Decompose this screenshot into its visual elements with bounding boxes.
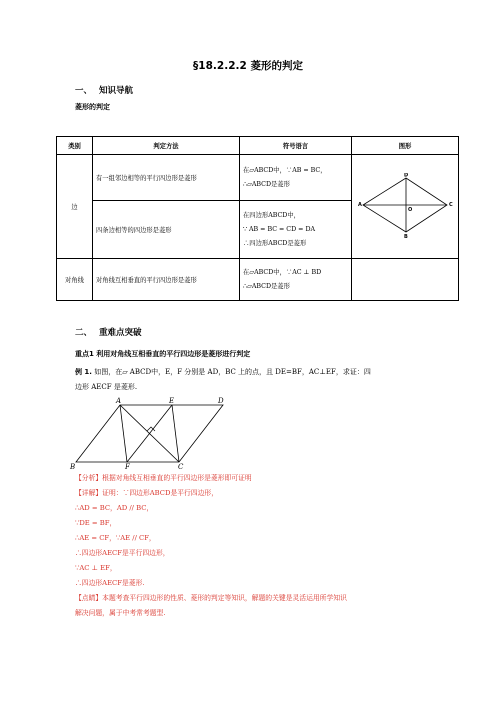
section-heading-knowledge — [75, 84, 133, 96]
header-category: 类别 — [57, 137, 93, 155]
table-header-row — [57, 137, 459, 155]
label-A: A — [358, 201, 362, 208]
section-label: 重难点突破 — [99, 328, 142, 338]
example-line: 如图，在▱ ABCD中，E，F 分别是 AD，BC 上的点，且 DE=BF，AC⊥EF，求证：四 — [94, 368, 371, 376]
header-method: 判定方法 — [93, 137, 240, 155]
header-figure: 图形 — [352, 137, 459, 155]
table-row — [57, 155, 459, 201]
label-F: F — [125, 463, 130, 470]
method-cell: 四条边相等的四边形是菱形 — [93, 201, 240, 259]
category-side: 边 — [57, 155, 93, 259]
section-heading-key-points — [75, 326, 142, 338]
section-label: 知识导航 — [99, 86, 134, 96]
proof-line: ∴四边形AECF是菱形. — [75, 579, 145, 587]
label-B: B — [70, 463, 76, 470]
example-label: 例 1. — [75, 368, 92, 376]
category-diagonal: 对角线 — [57, 259, 93, 301]
empty-cell — [352, 259, 459, 301]
page-title: §18.2.2.2 菱形的判定 — [193, 60, 303, 72]
method-cell: 对角线互相垂直的平行四边形是菱形 — [93, 259, 240, 301]
criteria-table — [56, 136, 459, 301]
symbol-cell — [240, 155, 352, 201]
section-number: 二、 — [75, 328, 93, 338]
rhombus-figure-cell — [352, 155, 459, 259]
comment-line: 解决问题，属于中考常考题型. — [75, 609, 166, 617]
label-C: C — [178, 463, 184, 470]
symbol-line: ∴四边形ABCD是菱形 — [243, 239, 307, 247]
proof-line: 【详解】证明：∵四边形ABCD是平行四边形， — [75, 489, 219, 497]
solution-block — [75, 471, 347, 621]
symbol-line: 在四边形ABCD中， — [243, 211, 300, 219]
symbol-line: 在▱ABCD中，∵AB = BC， — [243, 166, 327, 174]
label-B: B — [404, 233, 408, 239]
analysis-line: 【分析】根据对角线互相垂直的平行四边形是菱形即可证明 — [75, 474, 252, 482]
header-symbol: 符号语言 — [240, 137, 352, 155]
label-D: D — [404, 172, 409, 178]
label-A: A — [116, 397, 122, 405]
proof-line: ∴AD = BC，AD // BC， — [75, 504, 154, 512]
symbol-cell — [240, 259, 352, 301]
proof-line: ∴AE = CF，∵AE // CF， — [75, 534, 156, 542]
proof-line: ∵DE = BF， — [75, 519, 117, 527]
label-E: E — [169, 397, 175, 405]
symbol-line: 在▱ABCD中，∵AC ⊥ BD — [243, 268, 322, 276]
symbol-line: ∴▱ABCD是菱形 — [243, 282, 290, 290]
table-row — [57, 259, 459, 301]
method-cell: 有一组邻边相等的平行四边形是菱形 — [93, 155, 240, 201]
section-number: 一、 — [75, 86, 93, 96]
label-C: C — [449, 201, 453, 208]
proof-line: ∴四边形AECF是平行四边形， — [75, 549, 170, 557]
parallelogram-diagram — [68, 396, 238, 470]
example-line: 边形 AECF 是菱形. — [75, 383, 138, 391]
proof-line: ∵AC ⊥ EF， — [75, 564, 117, 572]
label-O: O — [408, 206, 413, 213]
subheading: 菱形的判定 — [75, 103, 110, 111]
label-D: D — [218, 397, 224, 405]
symbol-line: ∵ AB = BC = CD = DA — [243, 225, 316, 233]
symbol-cell — [240, 201, 352, 259]
comment-line: 【点睛】本题考查平行四边形的性质、菱形的判定等知识，解题的关键是灵活运用所学知识 — [75, 594, 347, 602]
symbol-line: ∴▱ABCD是菱形 — [243, 180, 290, 188]
key-point-heading: 重点1 利用对角线互相垂直的平行四边形是菱形进行判定 — [75, 350, 251, 358]
rhombus-diagram — [355, 173, 455, 239]
example-text — [75, 365, 425, 395]
